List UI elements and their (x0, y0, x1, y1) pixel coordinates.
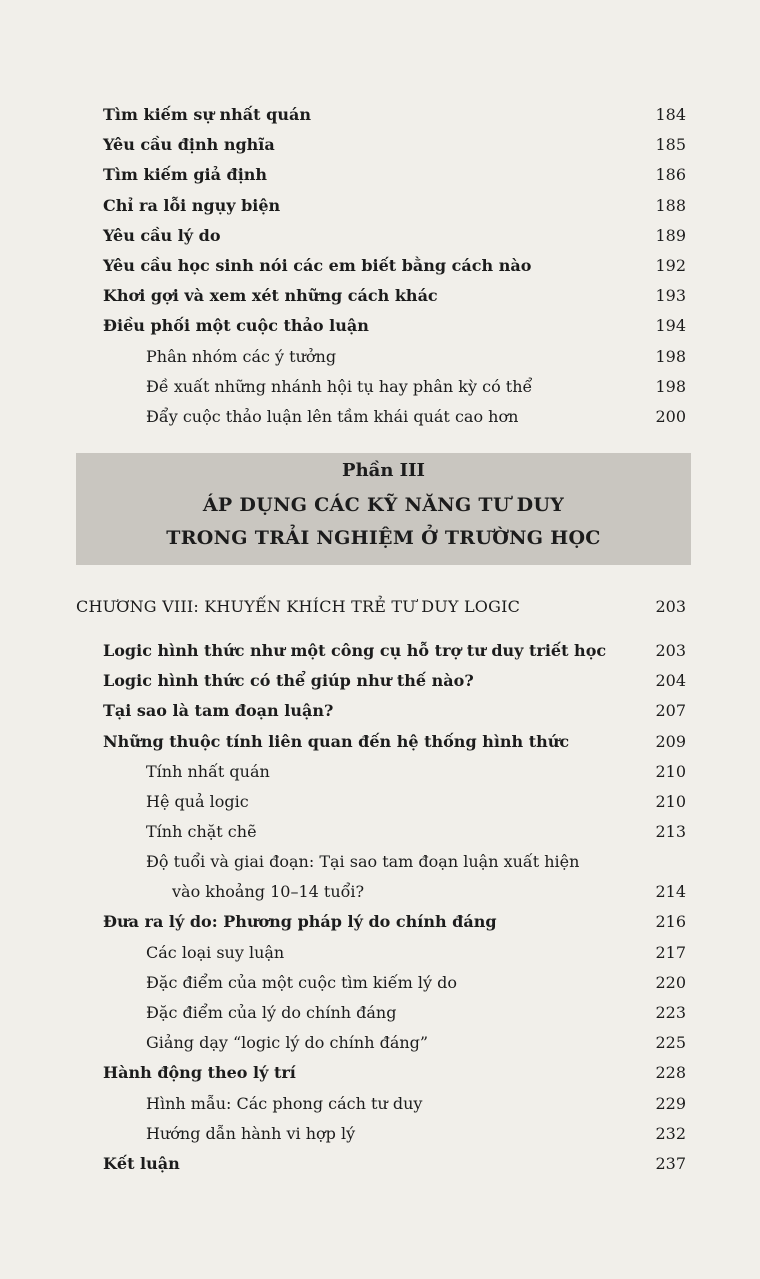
toc-entry-title: Tính chặt chẽ (146, 822, 257, 841)
toc-entry (0, 311, 760, 341)
toc-entry (0, 938, 760, 968)
toc-entry-title: Đưa ra lý do: Phương pháp lý do chính đáng (103, 912, 497, 931)
toc-entry-title: Yêu cầu học sinh nói các em biết bằng cách nào (103, 256, 532, 275)
toc-entry-page: 229 (655, 1094, 686, 1113)
toc-entry (0, 907, 760, 937)
toc-entry-title: Kết luận (103, 1154, 180, 1173)
toc-entry-page: 198 (655, 377, 686, 396)
toc-entry-page: 193 (655, 286, 686, 305)
toc-entry-page: 213 (655, 822, 686, 841)
toc-entry-title: Logic hình thức như một công cụ hỗ trợ tư duy triết học (103, 641, 607, 660)
toc-entry-title: Phân nhóm các ý tưởng (146, 347, 337, 366)
toc-entry-title: Chỉ ra lỗi ngụy biện (103, 196, 281, 215)
toc-entry (0, 1028, 760, 1058)
toc-entry-title: Độ tuổi và giai đoạn: Tại sao tam đoạn luận xuất hiện (146, 852, 580, 871)
toc-entry-title: vào khoảng 10–14 tuổi? (172, 882, 365, 901)
toc-entry-page: 186 (655, 165, 686, 184)
toc-entry (0, 998, 760, 1028)
part-subtitle-line-1: ÁP DỤNG CÁC KỸ NĂNG TƯ DUY (202, 494, 565, 516)
toc-entry (0, 727, 760, 757)
toc-entry-page: 210 (655, 762, 686, 781)
toc-entry-title: Đề xuất những nhánh hội tụ hay phân kỳ có thể (146, 377, 533, 396)
part-subtitle-line-2: TRONG TRẢI NGHIỆM Ở TRƯỜNG HỌC (166, 527, 601, 549)
toc-entry-title: Tìm kiếm sự nhất quán (103, 105, 311, 124)
toc-entry (0, 281, 760, 311)
toc-entry (0, 191, 760, 221)
toc-entry-title: Tại sao là tam đoạn luận? (103, 701, 334, 720)
toc-entry-page: 232 (655, 1124, 686, 1143)
chapter-title: CHƯƠNG VIII: KHUYẾN KHÍCH TRẺ TƯ DUY LOGIC (76, 597, 521, 616)
toc-entry-page: 185 (655, 135, 686, 154)
toc-entry (0, 877, 760, 907)
toc-entry-page: 209 (655, 732, 686, 751)
toc-entry-title: Đẩy cuộc thảo luận lên tầm khái quát cao hơn (146, 407, 519, 426)
toc-entry-title: Đặc điểm của lý do chính đáng (146, 1003, 397, 1022)
toc-entry-page: 214 (655, 882, 686, 901)
toc-entry-page: 200 (655, 407, 686, 426)
toc-entry (0, 372, 760, 402)
toc-entry-page: 216 (655, 912, 686, 931)
toc-entry-page: 184 (655, 105, 686, 124)
toc-entry (0, 160, 760, 190)
toc-entry (0, 1089, 760, 1119)
chapter-heading (0, 592, 760, 622)
toc-entry-page: 188 (655, 196, 686, 215)
toc-entry (0, 847, 760, 877)
toc-entry-title: Yêu cầu lý do (103, 226, 221, 245)
toc-entry-page: 220 (655, 973, 686, 992)
toc-entry (0, 696, 760, 726)
toc-entry (0, 221, 760, 251)
toc-entry-page: 194 (655, 316, 686, 335)
toc-entry-page: 198 (655, 347, 686, 366)
toc-entry-title: Tìm kiếm giả định (103, 165, 268, 184)
toc-entry-page: 189 (655, 226, 686, 245)
toc-entry (0, 757, 760, 787)
toc-entry (0, 1119, 760, 1149)
toc-entry-page: 217 (655, 943, 686, 962)
toc-entry-page: 210 (655, 792, 686, 811)
toc-entry (0, 251, 760, 281)
toc-entry-page: 207 (655, 701, 686, 720)
toc-entry-title: Hệ quả logic (146, 792, 249, 811)
toc-entry (0, 636, 760, 666)
toc-entry (0, 817, 760, 847)
toc-entry (0, 1149, 760, 1179)
toc-entry-title: Hướng dẫn hành vi hợp lý (146, 1124, 356, 1143)
toc-entry-page: 204 (655, 671, 686, 690)
toc-entry-page: 228 (655, 1063, 686, 1082)
toc-entry (0, 342, 760, 372)
toc-entry-title: Tính nhất quán (146, 762, 270, 781)
toc-entry-page: 192 (655, 256, 686, 275)
toc-entry-title: Logic hình thức có thể giúp như thế nào? (103, 671, 474, 690)
toc-entry (0, 968, 760, 998)
toc-entry-title: Các loại suy luận (146, 943, 285, 962)
toc-entry (0, 666, 760, 696)
toc-entry-title: Yêu cầu định nghĩa (103, 135, 275, 154)
chapter-page: 203 (655, 597, 686, 616)
toc-entry-title: Những thuộc tính liên quan đến hệ thống hình thức (103, 732, 570, 751)
toc-entry-page: 203 (655, 641, 686, 660)
toc-entry-title: Đặc điểm của một cuộc tìm kiếm lý do (146, 973, 457, 992)
toc-entry-title: Điều phối một cuộc thảo luận (103, 316, 369, 335)
toc-entry-page: 237 (655, 1154, 686, 1173)
toc-entry-title: Khơi gợi và xem xét những cách khác (103, 286, 438, 305)
toc-entry (0, 402, 760, 432)
toc-entry (0, 130, 760, 160)
toc-entry (0, 100, 760, 130)
toc-entry-page: 223 (655, 1003, 686, 1022)
toc-entry-title: Hình mẫu: Các phong cách tư duy (146, 1094, 423, 1113)
part-title: Phần III (342, 460, 425, 481)
toc-entry (0, 787, 760, 817)
toc-entry-page: 225 (655, 1033, 686, 1052)
toc-entry-title: Hành động theo lý trí (103, 1063, 296, 1082)
toc-entry (0, 1058, 760, 1088)
toc-entry-title: Giảng dạy “logic lý do chính đáng” (146, 1033, 429, 1052)
